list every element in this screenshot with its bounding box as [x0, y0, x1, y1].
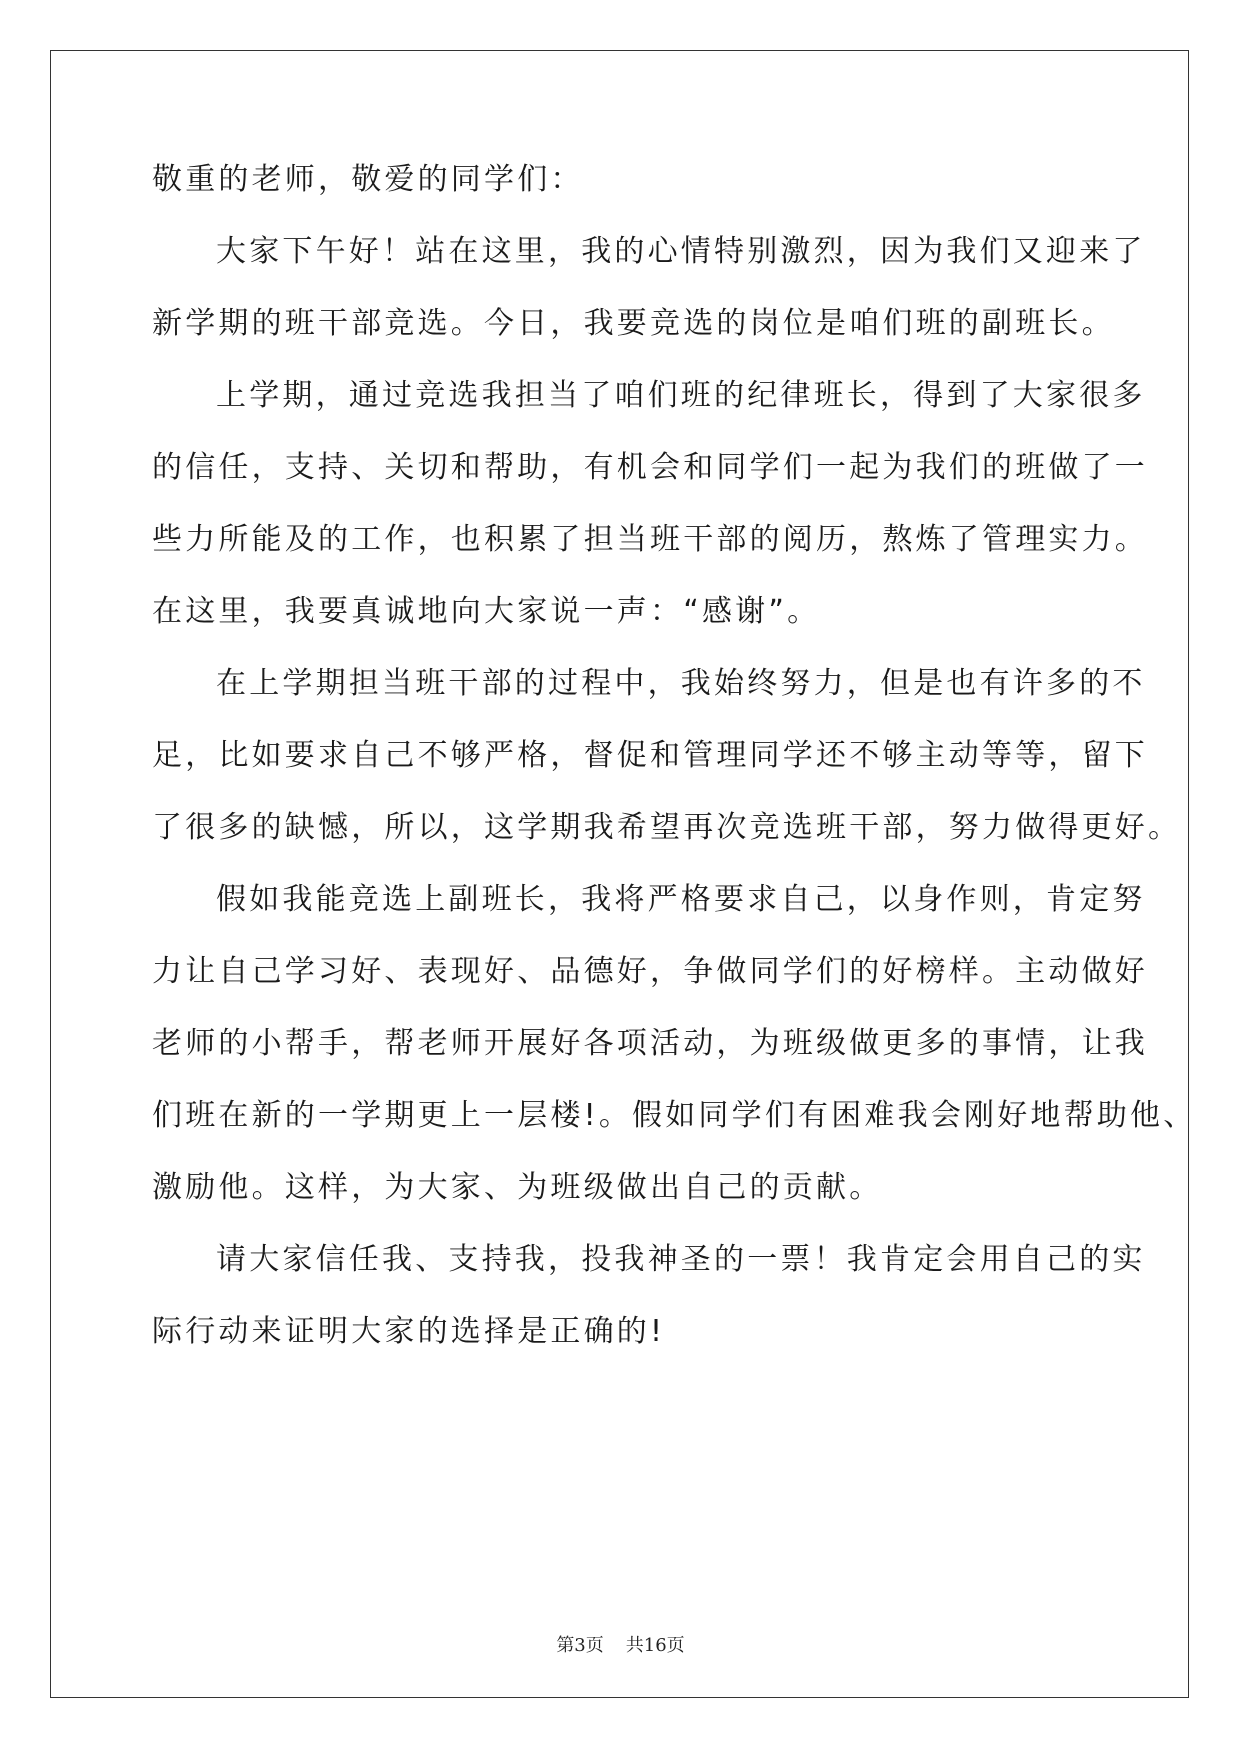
paragraph-5-line-1: 请大家信任我、支持我，投我神圣的一票！我肯定会用自己的实 — [216, 1242, 1146, 1277]
salutation-line: 敬重的老师，敬爱的同学们： — [152, 162, 584, 197]
paragraph-2-line-3: 些力所能及的工作，也积累了担当班干部的阅历，熬炼了管理实力。 — [152, 522, 1148, 557]
paragraph-4-line-3: 老师的小帮手，帮老师开展好各项活动，为班级做更多的事情，让我 — [152, 1026, 1148, 1061]
paragraph-3-line-3: 了很多的缺憾，所以，这学期我希望再次竞选班干部，努力做得更好。 — [152, 810, 1182, 845]
paragraph-5-line-2: 际行动来证明大家的选择是正确的! — [152, 1314, 666, 1349]
paragraph-2-line-4: 在这里，我要真诚地向大家说一声：“感谢”。 — [152, 594, 821, 629]
page-number-total: 共16页 — [625, 1635, 685, 1656]
paragraph-2-line-2: 的信任，支持、关切和帮助，有机会和同学们一起为我们的班做了一 — [152, 450, 1148, 485]
paragraph-3-line-2: 足，比如要求自己不够严格，督促和管理同学还不够主动等等，留下 — [152, 738, 1148, 773]
paragraph-1-line-2: 新学期的班干部竞选。今日，我要竞选的岗位是咱们班的副班长。 — [152, 306, 1115, 341]
paragraph-4-line-1: 假如我能竞选上副班长，我将严格要求自己，以身作则，肯定努 — [216, 882, 1146, 917]
paragraph-4-line-2: 力让自己学习好、表现好、品德好，争做同学们的好榜样。主动做好 — [152, 954, 1148, 989]
paragraph-1-line-1: 大家下午好！站在这里，我的心情特别激烈，因为我们又迎来了 — [216, 234, 1146, 269]
paragraph-4-line-5: 激励他。这样，为大家、为班级做出自己的贡献。 — [152, 1170, 883, 1205]
paragraph-4-line-4: 们班在新的一学期更上一层楼!。假如同学们有困难我会刚好地帮助他、 — [152, 1098, 1197, 1133]
page-footer — [0, 1634, 1241, 1658]
page-border — [50, 50, 1189, 1698]
paragraph-3-line-1: 在上学期担当班干部的过程中，我始终努力，但是也有许多的不 — [216, 666, 1146, 701]
paragraph-2-line-1: 上学期，通过竞选我担当了咱们班的纪律班长，得到了大家很多 — [216, 378, 1146, 413]
page-number-current: 第3页 — [556, 1635, 604, 1656]
